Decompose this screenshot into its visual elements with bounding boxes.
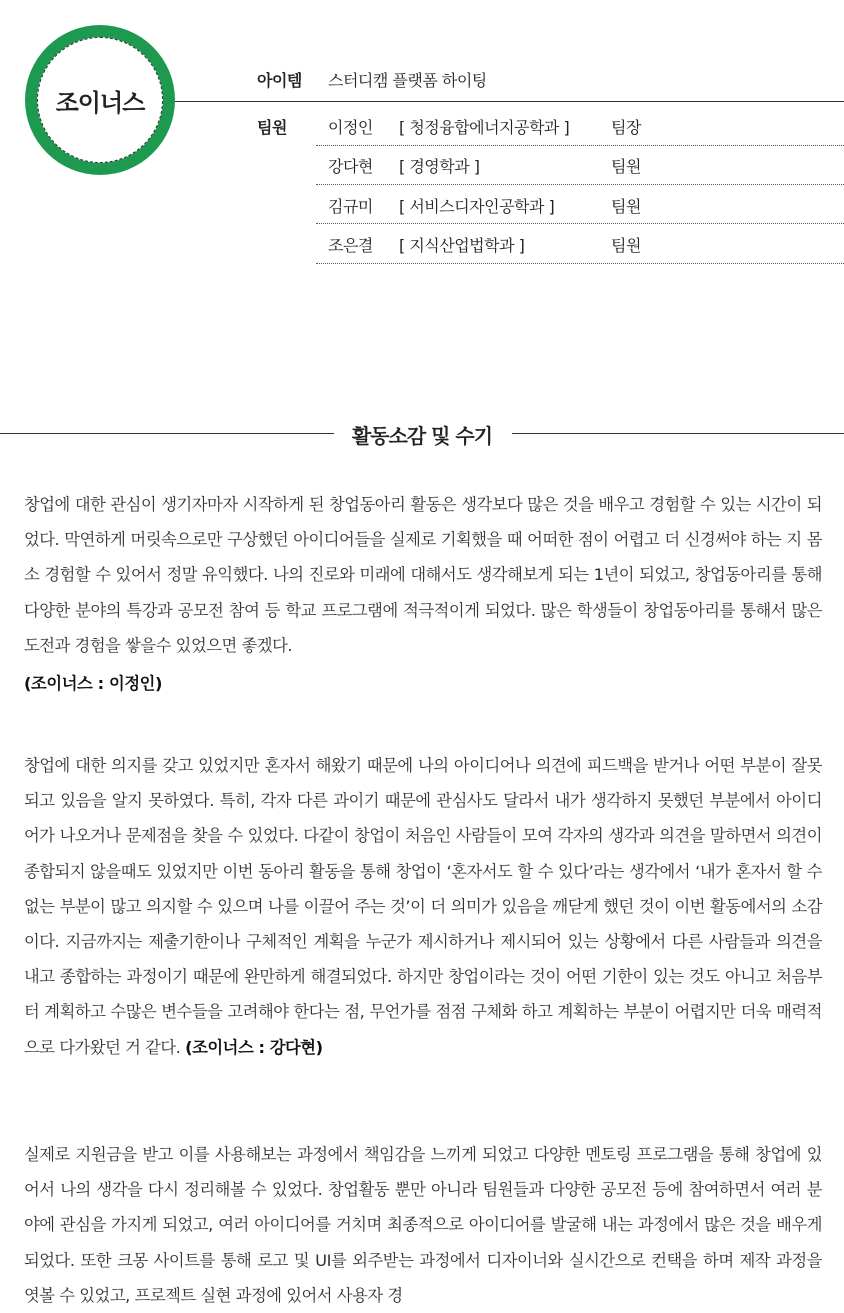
team-name: 조이너스: [55, 88, 145, 117]
member-role: 팀원: [611, 157, 641, 176]
team-badge: [25, 25, 175, 175]
member-dept: [ 지식산업법학과 ]: [399, 236, 525, 255]
member-dept: [ 서비스디자인공학과 ]: [399, 197, 555, 216]
member-role: 팀원: [611, 197, 641, 216]
essay-text: 창업에 대한 의지를 갖고 있었지만 혼자서 해왔기 때문에 나의 아이디어나 의견에 피드백을 받거나 어떤 부분이 잘못되고 있음을 알지 못하였다. 특히, 각자 다른 과이기 때문에 관심사도 달라서 내가 생각하지 못했던 부분에서 아이디어가 나오거나 문제점을 찾을 수 있었다. 다같이 창업이 처음인 사람들이 모여 각자의 생각과 의견을 말하면서 의견이 종합되지 않을때도 있었지만 이번 동아리 활동을 통해 창업이 ‘혼자서도 할 수 있다’라는 생각에서 ‘내가 혼자서 할 수 없는 부분이 많고 의지할 수 있으며 나를 이끌어 주는 것’이 더 의미가 있음을 깨닫게 했던 것이 이번 활동에서의 소감이다. 지금까지는 제출기한이나 구체적인 계획을 누군가 제시하거나 제시되어 있는 상황에서 다른 사람들과 의견을 내고 종합하는 과정이기 때문에 완만하게 해결되었다. 하지만 창업이라는 것이 어떤 기한이 있는 것도 아니고 처음부터 계획하고 수많은 변수들을 고려해야 한다는 점, 무언가를 점점 구체화 하고 계획하는 부분이 어렵지만 더욱 매력적으로 다가왔던 거 같다.: [24, 756, 822, 1057]
member-divider: [316, 145, 844, 146]
member-name: 김규미: [328, 197, 373, 216]
member-name: 조은결: [328, 236, 373, 255]
member-divider: [316, 184, 844, 185]
member-role: 팀원: [611, 236, 641, 255]
team-badge-inner: [37, 37, 163, 163]
essay-paragraph: 창업에 대한 관심이 생기자마자 시작하게 된 창업동아리 활동은 생각보다 많은 것을 배우고 경험할 수 있는 시간이 되었다. 막연하게 머릿속으로만 구상했던 아이디어들을 실제로 기획했을 때 어떠한 점이 어렵고 더 신경써야 하는 지 몸소 경험할 수 있어서 정말 유익했다. 나의 진로와 미래에 대해서도 생각해보게 되는 1년이 되었고, 창업동아리를 통해 다양한 분야의 특강과 공모전 참여 등 학교 프로그램에 적극적이게 되었다. 많은 학생들이 창업동아리를 통해서 많은 도전과 경험을 쌓을수 있었으면 좋겠다.: [24, 495, 822, 655]
member-name: 이정인: [328, 118, 373, 137]
essay-signature: (조이너스 : 이정인): [24, 674, 163, 693]
item-label: 아이템: [257, 71, 302, 90]
members-label: 팀원: [257, 118, 287, 137]
item-row: [257, 68, 817, 90]
member-role: 팀장: [611, 118, 641, 137]
member-dept: [ 청정융합에너지공학과 ]: [399, 118, 570, 137]
essay-signature: (조이너스 : 강다현): [185, 1037, 323, 1057]
member-name: 강다현: [328, 157, 373, 176]
member-divider: [316, 263, 844, 264]
essay-paragraph: 실제로 지원금을 받고 이를 사용해보는 과정에서 책임감을 느끼게 되었고 다양한 멘토링 프로그램을 통해 창업에 있어서 나의 생각을 다시 정리해볼 수 있었다. 창업활동 뿐만 아니라 팀원들과 다양한 공모전 등에 참여하면서 여러 분야에 관심을 가지게 되었고, 여러 아이디어를 거치며 최종적으로 아이디어를 발굴해 내는 과정에서 많은 것을 배우게 되었다. 또한 크몽 사이트를 통해 로고 및 UI를 외주받는 과정에서 디자이너와 실시간으로 컨택을 하며 제작 과정을 엿볼 수 있었고, 프로젝트 실현 과정에 있어서 사용자 경: [24, 1145, 822, 1305]
item-value: 스터디캠 플랫폼 하이팅: [328, 71, 487, 90]
header-divider: [175, 101, 844, 102]
essay-paragraph: [24, 748, 822, 1065]
member-divider: [316, 223, 844, 224]
section-title: 활동소감 및 수기: [351, 424, 493, 448]
member-dept: [ 경영학과 ]: [399, 157, 480, 176]
section-line-right: [512, 433, 844, 434]
section-header: [0, 420, 844, 448]
